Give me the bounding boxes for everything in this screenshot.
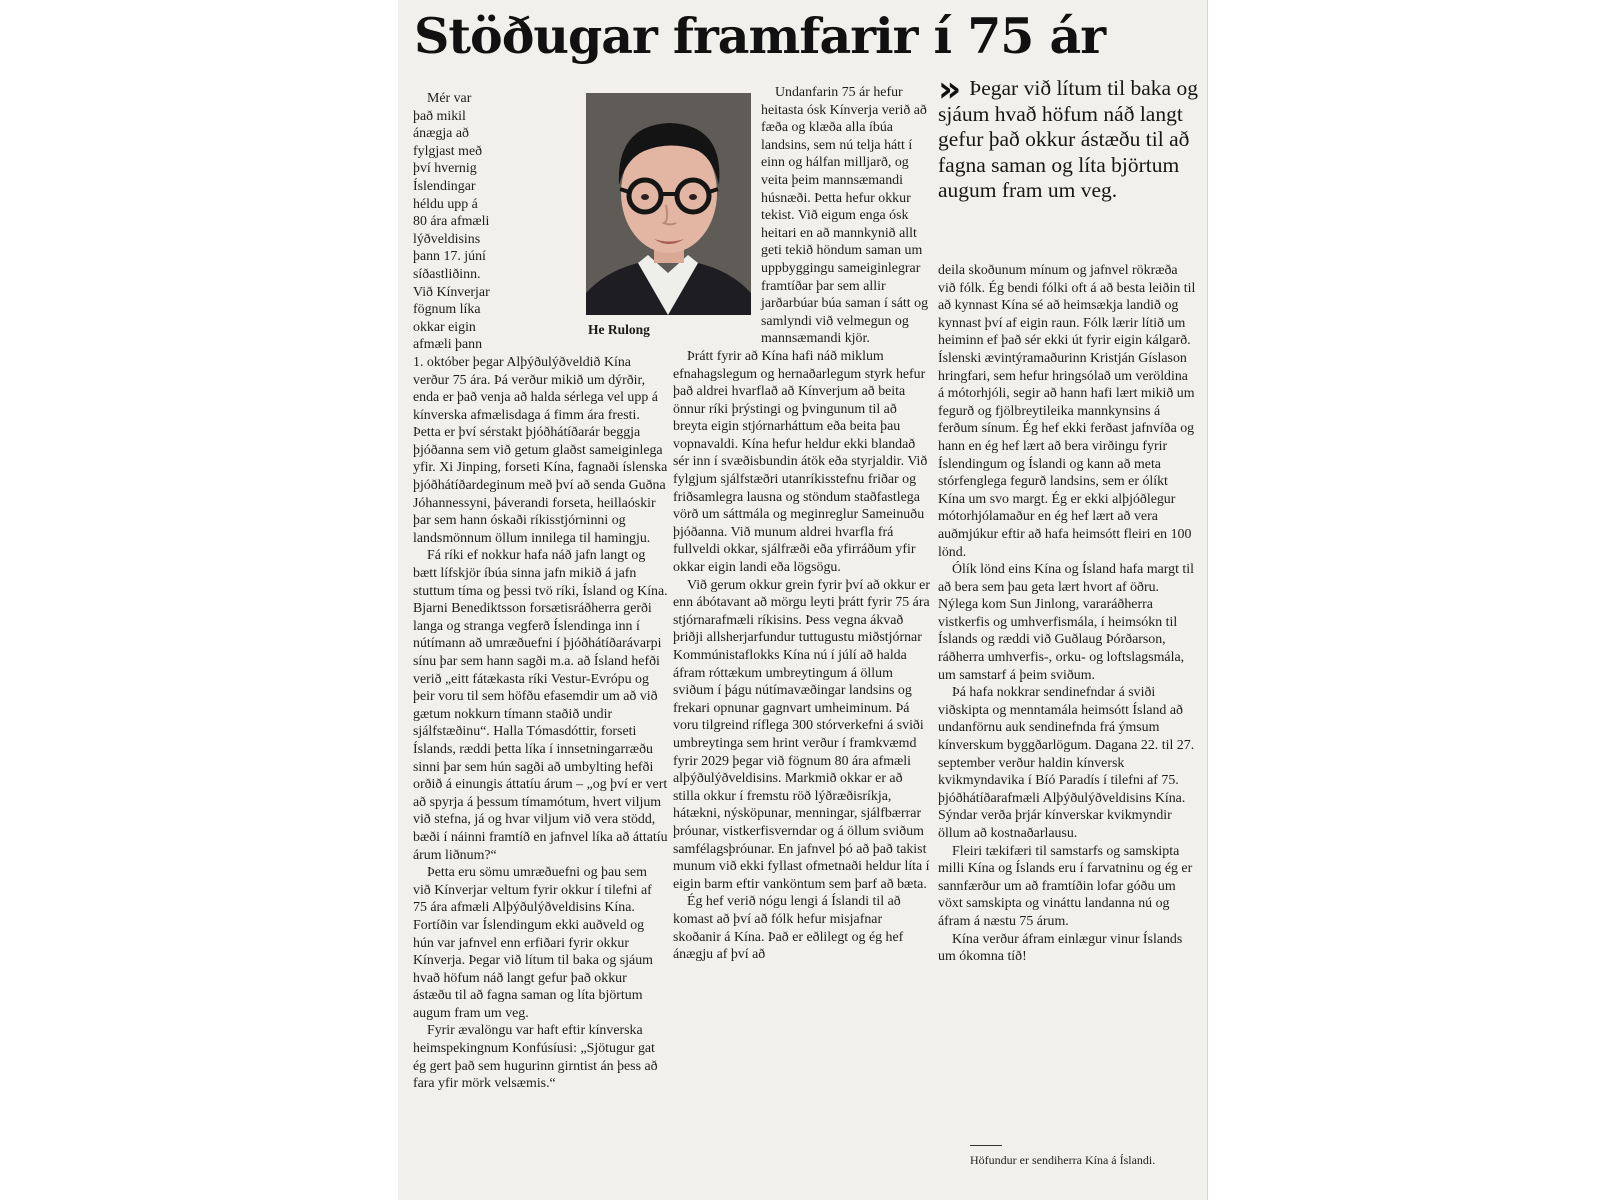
paragraph: Mér var það mikil ánægja að fylgjast með því hvernig Íslendingar héldu upp á 80 ára afmæli lýðveldisins þann 17. júní síðastliðinn. Við Kínverjar fögnum líka okkar eigin afmæli þann 1. október þegar Alþýðulýðveldið Kína verður 75 ára. Þá verður mikið um dýrðir, enda er það venja að halda sérlega vel upp á kínverska afmælisdaga á fimm ára fresti. Þetta er því sérstakt þjóðhátíðarár beggja þjóðanna sem við getum glaðst sameiginlega yfir. Xi Jinping, forseti Kína, fagnaði íslenska þjóðhátíðardeginum með því að senda Guðna Jóhannessyni, þáverandi forseta, heillaóskir þar sem hann óskaði ríkisstjórninni og landsmönnum öllum innilega til hamingju. <box>413 91 668 546</box>
paragraph: Við gerum okkur grein fyrir því að okkur er enn ábótavant að mörgu leyti þrátt fyrir 75 ára stjórnarafmæli ríkisins. Þess vegna ákvað þriðji allsherjarfundur tuttugustu miðstjórnar Kommúnistaflokks Kína nú í júlí að halda áfram róttækum umbreytingum á öllum sviðum í þágu nútímavæðingar landsins og frekari opnunar gagnvart umheiminum. Þá voru tilgreind ríflega 300 stórverkefni á sviði umbreytinga sem hrint verður í framkvæmd fyrir 2029 þegar við fögnum 80 ára afmæli alþýðulýðveldisins. Markmið okkar er að stilla okkur í fremstu röð lýðræðisríkja, hátækni, nýsköpunar, menningar, sjálfbærrar þróunar, vistkerfisverndar og á öllum sviðum samfélagsþróunar. En jafnvel þó að það takist munum við ekki fyllast ofmetnaði heldur líta í eigin barm eftir vanköntum sem þarf að bæta. <box>673 577 930 892</box>
photo-spacer <box>673 84 761 334</box>
photo-caption: He Rulong <box>588 322 650 337</box>
pull-quote-text: Þegar við lítum til baka og sjáum hvað höfum náð langt gefur það okkur ástæðu til að fagna saman og líta björtum augum fram um veg. <box>938 76 1198 203</box>
paragraph: Fyrir ævalöngu var haft eftir kínverska heimspekingnum Konfúsíusi: „Sjötugur gat ég gert það sem hugurinn girntist án þess að fara yfir mörk velsæmis.“ <box>413 1023 658 1092</box>
paragraph: Undanfarin 75 ár hefur heitasta ósk Kínverja verið að fæða og klæða alla íbúa landsins, sem nú telja hátt í einn og hálfan milljarð, og veita þeim mannsæmandi húsnæði. Þetta hefur okkur tekist. Við eigum enga ósk heitari en að mannkynið allt geti tekið höndum saman um uppbyggingu sameiginlegrar framtíðar þar sem allir jarðarbúar búa saman í sátt og samlyndi við velmegun og mannsæmandi kjör. <box>761 85 929 347</box>
paragraph: deila skoðunum mínum og jafnvel rökræða við fólk. Ég bendi fólki oft á að besta leiðin til að kynnast Kína sé að heimsækja landið og kynnast því af eigin raun. Fólk lærir lítið um heiminn ef það sér ekki út fyrir eigin kálgarð. Íslenski ævintýramaðurinn Kristján Gíslason hringfari, sem hefur hringsólað um veröldina á mótorhjóli, segir að hann hafi lært mikið um fegurð og fjölbreytileika mannkynsins á ferðum sínum. Ég hef ekki ferðast jafnvíða og hann en ég hef lært að bera virðingu fyrir Íslendingum og Íslandi og kann að meta stórfenglega fegurð landsins, sem er ólíkt Kína um svo margt. Ég er ekki alþjóðlegur mótorhjólamaður en ég hef lært að vera auðmjúkur eftir að hafa heimsótt fleiri en 100 lönd. <box>938 263 1196 560</box>
paragraph: Fá ríki ef nokkur hafa náð jafn langt og bætt lífskjör íbúa sinna jafn mikið á jafn stuttum tíma og þessi tvö ríki, Ísland og Kína. Bjarni Benediktsson forsætisráðherra gerði langa og stranga vegferð Íslendinga inn í nútímann að umræðuefni í þjóðhátíðarávarpi sínu þar sem hann sagði m.a. að Ísland hefði verið „eitt fátækasta ríki Vestur-Evrópu og þeir voru til sem höfðu efasemdir um að við gætum nokkurn tímann staðið undir sjálfstæðinu“. Halla Tómasdóttir, forseti Íslands, ræddi þetta líka í innsetningarræðu sinni þar sem hún sagði að umbylting hefði orðið á einungis áttatíu árum – „og því er vert að spyrja á þessum tímamótum, hvert viljum við stefna, já og hvar viljum við vera stödd, bæði í náinni framtíð en jafnvel líka að áttatíu árum liðnum?“ <box>413 548 668 863</box>
paragraph: Fleiri tækifæri til samstarfs og samskipta milli Kína og Íslands eru í farvatninu og ég er sannfærður um að framtíðin lofar góðu um vöxt samskipta og vináttu landanna nú og áfram á næstu 75 árum. <box>938 843 1193 929</box>
headline: Stöðugar framfarir í 75 ár <box>414 7 1106 65</box>
paragraph: Kína verður áfram einlægur vinur Íslands um ókomna tíð! <box>938 931 1183 965</box>
paragraph: Ólík lönd eins Kína og Ísland hafa margt til að bera sem þau geta lært hvort af öðru. Nýlega kom Sun Jinlong, vararáðherra vistkerfis og umhverfismála, í heimsókn til Íslands og ræddi við Guðlaug Þórðarson, ráðherra umhverfis-, orku- og loftslagsmála, um samstarf á þeim sviðum. <box>938 562 1195 683</box>
article-column-1 <box>413 90 668 1093</box>
paragraph: Þá hafa nokkrar sendinefndar á sviði viðskipta og menntamála heimsótt Ísland að undanförnu auk sendinefnda frá ýmsum kínverskum byggðarlögum. Dagana 22. til 27. september verður haldin kínversk kvikmyndavika í Bíó Paradís í tilefni af 75. þjóðhátíðarafmæli Alþýðulýðveldisins Kína. Sýndar verða þrjár kínverskar kvikmyndir öllum að kostnaðarlausu. <box>938 685 1195 841</box>
paragraph: Ég hef verið nógu lengi á Íslandi til að komast að því að fólk hefur misjafnar skoðanir á Kína. Það er eðlilegt og ég hef ánægju af því að <box>673 894 904 963</box>
author-byline: Höfundur er sendiherra Kína á Íslandi. <box>970 1153 1156 1167</box>
article-column-3 <box>938 262 1196 966</box>
pull-quote <box>938 69 1200 204</box>
newspaper-clipping <box>398 0 1208 1200</box>
paragraph: Þrátt fyrir að Kína hafi náð miklum efnahagslegum og hernaðarlegum styrk hefur það aldrei hvarflað að Kínverjum að beita önnur ríki þrýstingi og þvingunum til að breyta eigin stjórnarháttum eða beita þau vopnavaldi. Kína hefur heldur ekki blandað sér inn í svæðisbundin átök eða styrjaldir. Við fylgjum sjálfstæðri utanríkisstefnu friðar og friðsamlegra lausna og stöndum staðfastlega vörð um sáttmála og meginreglur Sameinuðu þjóðanna. Við munum aldrei hvarfla frá fullveldi okkar, sjálfræði eða yfirráðum yfir okkar eigin landi eða lögsögu. <box>673 348 928 576</box>
photo-spacer <box>492 90 668 340</box>
paragraph: Þetta eru sömu umræðuefni og þau sem við Kínverjar veltum fyrir okkur í tilefni af 75 ára afmæli Alþýðulýðveldisins Kína. Fortíðin var Íslendingum ekki auðveld og hún var jafnvel enn erfiðari fyrir okkur Kínverja. Þegar við lítum til baka og sjáum hvað höfum náð langt gefur það okkur ástæðu til að fagna saman og líta björtum augum fram um veg. <box>413 865 653 1021</box>
double-chevron-icon: » <box>938 69 962 110</box>
byline-divider <box>970 1145 1002 1146</box>
article-column-2 <box>673 84 931 964</box>
